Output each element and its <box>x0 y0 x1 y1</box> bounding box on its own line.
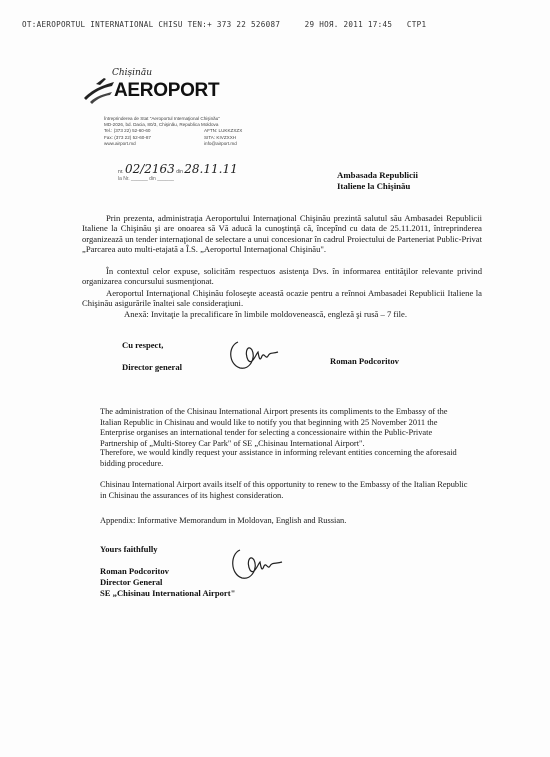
contact-email: info@airport.md <box>204 140 237 146</box>
contact-sita: SITA: KIVZXXH <box>204 134 237 140</box>
letterhead-contacts <box>104 116 243 147</box>
en-signatory-name: Roman Podcoritov <box>100 566 169 576</box>
ro-paragraph-1: Prin prezenta, administraţia Aeroportului Internaţional Chişinău prezintă salutul său Ambasadei Republicii Italiene la Chişinău şi are onoarea să Vă aducă la cunoştinţă că, începînd cu data de 25.11.2011, întreprinderea organizează un tender internaţional de selectare a unui concesionar în cadrul Proiectului de Parteneriat Public-Privat „Parcarea auto multi-etajată a Î.S. „Aeroportul Internaţional Chişinău". <box>82 213 482 255</box>
reference-line-2: la Nr. ______ din ______ <box>118 176 174 182</box>
ro-signature-icon <box>226 338 280 372</box>
ro-signatory-name: Roman Podcoritov <box>330 356 399 366</box>
contact-aftn: AFTN: LUKKZXZX <box>204 128 243 134</box>
ref-prefix: nr. <box>118 169 124 175</box>
logo-wordmark: AEROPORT <box>114 80 220 101</box>
fax-page-code: CTP1 <box>406 20 427 29</box>
ref-number: 02/2163 <box>124 162 175 176</box>
en-signatory-title: Director General <box>100 577 163 587</box>
en-paragraph-3: Chisinau International Airport avails itself of this opportunity to renew to the Embassy of the Italian Republic in Chisinau the assurances of its highest consideration. <box>100 480 468 500</box>
en-signatory-org: SE „Chisinau International Airport" <box>100 588 236 598</box>
fax-date: 29 НОЯ. 2011 17:45 <box>304 20 393 29</box>
recipient-line-2: Italiene la Chişinău <box>337 181 411 191</box>
recipient-address <box>337 170 418 192</box>
en-paragraph-1: The administration of the Chisinau International Airport presents its compliments to the Embassy of the Italian Republic in Chisinau and would like to notify you that beginning with 25 November 2011 the Enterprise organises an international tender for selecting a concessionaire within the Public-Private Partnership of „Multi-Storey Car Park" of SE „Chisinau International Airport". <box>100 407 448 448</box>
contact-fax: Fax: (373 22) 52-60-87 <box>104 134 151 140</box>
logo-city-script: Chișinău <box>112 68 153 78</box>
ro-paragraph-3: Aeroportul Internaţional Chişinău foloseşte această ocazie pentru a reînnoi Ambasadei Republicii Italiene la Chişinău asigurările înaltei sale consideraţiuni. <box>82 288 482 309</box>
ro-annex: Anexă: Invitaţie la precalificare în limbile moldovenească, engleză şi rusă – 7 file. <box>124 309 407 319</box>
recipient-line-1: Ambasada Republicii <box>337 170 418 180</box>
reference-line <box>118 162 238 176</box>
en-paragraph-2: Therefore, we would kindly request your assistance in informing relevant entities concerning the aforesaid bidding procedure. <box>100 448 457 468</box>
en-appendix: Appendix: Informative Memorandum in Moldovan, English and Russian. <box>100 516 347 525</box>
en-signature-icon <box>228 546 284 582</box>
ro-signatory-title: Director general <box>122 362 183 372</box>
contact-line <box>104 140 237 147</box>
ref-date: 28.11.11 <box>184 162 238 176</box>
ref-date-prefix: din <box>176 169 183 175</box>
ro-paragraph-2: În contextul celor expuse, solicităm respectuos asistenţa Dvs. în informarea entităţilor relevante privind organizarea concursului susmenţionat. <box>82 266 482 287</box>
airport-logo <box>82 68 222 112</box>
fax-header <box>22 20 532 29</box>
contact-web: www.airport.md <box>104 140 136 146</box>
ro-closing: Cu respect, <box>122 340 164 350</box>
airplane-logo-icon <box>82 72 116 106</box>
en-closing: Yours faithfully <box>100 544 158 554</box>
contact-line: Întreprinderea de Stat "Aeroportul Internaţional Chişinău" <box>104 116 220 121</box>
fax-sender: OT:AEROPORTUL INTERNATIONAL CHISU TEN:+ 373 22 526087 <box>22 20 281 29</box>
contact-phone: Tel.: (373 22) 52-60-60 <box>104 128 151 134</box>
contact-line: MD-2026, bd. Dacia, 80/3, Chişinău, Republica Moldova <box>104 122 219 128</box>
